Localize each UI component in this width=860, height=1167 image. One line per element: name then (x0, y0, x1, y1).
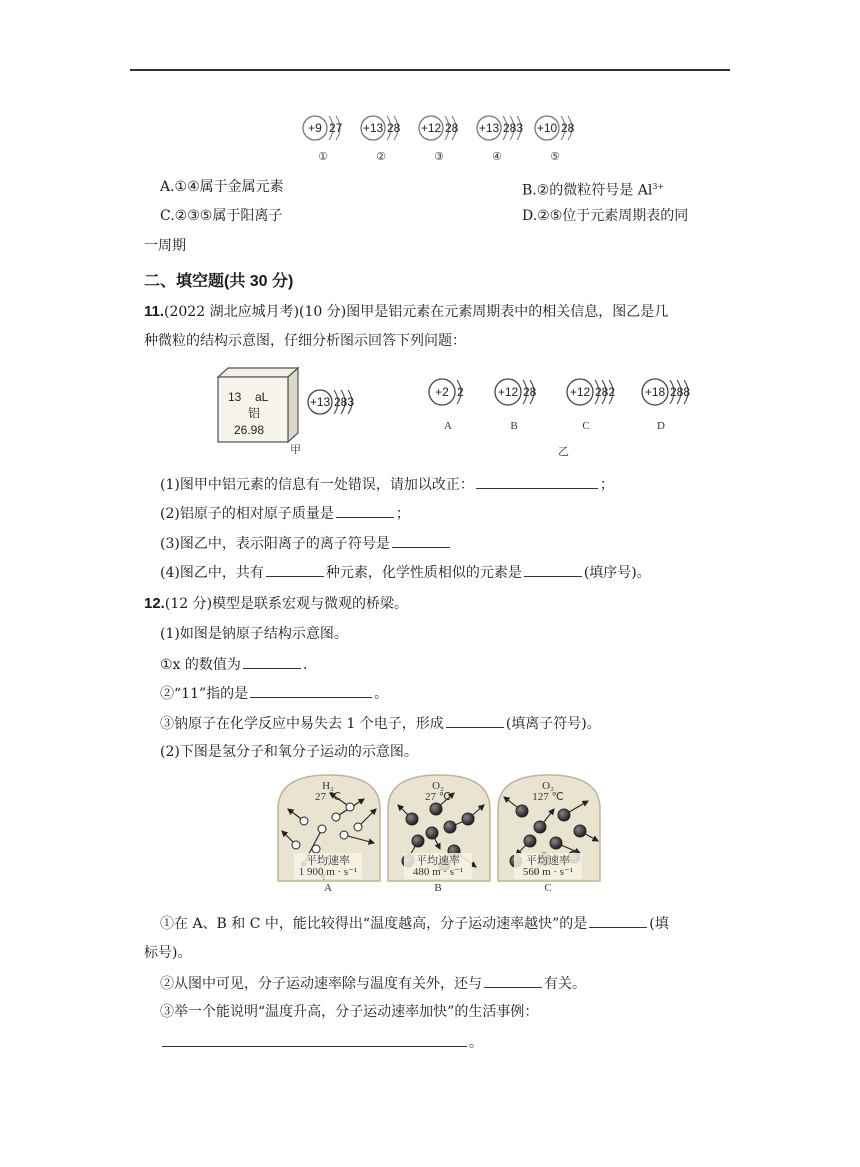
al-atom (308, 390, 354, 414)
particle-C (567, 379, 615, 405)
panel-label: A (324, 882, 332, 894)
q12-sub2-a-continued: 标号)。 (144, 945, 192, 961)
periodic-cell (218, 368, 298, 442)
electron-counts: 283 (503, 121, 524, 135)
q11-part3: (3)图乙中，表示阳离子的离子符号是 (160, 533, 452, 554)
electron-counts: 28 (445, 121, 459, 135)
particle-label: B (510, 420, 518, 432)
particle-label: D (657, 420, 665, 432)
q12-sub2-a: ①在 A、B 和 C 中，能比较得出“温度越高，分子运动速率越快”的是 (填 (160, 913, 669, 934)
gas-label: H₂ (322, 780, 334, 792)
top-atom-2 (361, 116, 401, 140)
electron-counts: 288 (670, 385, 691, 399)
nucleus-charge: +13 (362, 121, 384, 135)
option-d-continued: 一周期 (144, 238, 186, 254)
speed-caption: 平均速率 (306, 855, 350, 867)
q11-stem-line2: 种微粒的结构示意图，仔细分析图示回答下列问题： (144, 333, 466, 349)
header-rule (130, 69, 730, 71)
top-atom-4 (477, 116, 523, 140)
cell-name: 铝 (248, 406, 261, 420)
top-atom-5 (535, 116, 575, 140)
section-heading: 二、填空题(共 30 分) (144, 273, 294, 290)
speed-caption: 平均速率 (526, 855, 570, 867)
molecule-motion-figure (272, 769, 602, 894)
top-atom-label: ① (318, 151, 328, 163)
speed-value: 480 m · s⁻¹ (412, 866, 464, 878)
option-d: D.②⑤位于元素周期表的同 (522, 208, 689, 224)
particle-B (495, 379, 537, 405)
option-a: A.①④属于金属元素 (160, 179, 284, 195)
speed-value: 560 m · s⁻¹ (522, 866, 574, 878)
q11-part2: (2)铝原子的相对原子质量是 ； (160, 503, 410, 524)
nucleus-charge: +13 (309, 395, 331, 409)
al-atom-diagram (308, 390, 354, 414)
nucleus-charge: +12 (497, 385, 519, 399)
gas-label: O₂ (542, 780, 554, 792)
nucleus-charge: +10 (536, 121, 558, 135)
q11-number: 11. (144, 303, 165, 320)
figure-yi-label: 乙 (558, 446, 569, 458)
q12-stem: 12.(12 分)模型是联系宏观与微观的桥梁。 (144, 595, 409, 612)
q12-sub1-a: ①x 的数值为 . (160, 654, 307, 675)
q12-sub1: (1)如图是钠原子结构示意图。 (160, 626, 348, 642)
cell-symbol: aL (255, 390, 269, 404)
electron-counts: 27 (329, 121, 343, 135)
electron-counts: 28 (561, 121, 575, 135)
q12-sub2-c-answer: 。 (160, 1032, 483, 1053)
temperature-label: 27 ℃ (424, 791, 452, 803)
atom-structure-figure-top (295, 108, 585, 168)
q11-stem-line1: 11.(2022 湖北应城月考)(10 分)图甲是铝元素在元素周期表中的相关信息，图乙是几 (144, 303, 669, 320)
cell-mass: 26.98 (234, 423, 265, 437)
speed-caption: 平均速率 (416, 855, 460, 867)
nucleus-charge: +13 (478, 121, 500, 135)
top-atom-3 (419, 116, 459, 140)
temperature-label: 27 ℃ (314, 791, 342, 803)
particle-A (429, 379, 464, 405)
top-atom-label: ④ (492, 151, 502, 163)
electron-counts: 283 (334, 395, 355, 409)
particle-label: A (444, 420, 452, 432)
top-atom-label: ⑤ (550, 151, 560, 163)
top-atom-label: ③ (434, 151, 444, 163)
nucleus-charge: +12 (569, 385, 591, 399)
nucleus-charge: +2 (435, 385, 449, 399)
electron-counts: 28 (387, 121, 401, 135)
q12-sub2-c: ③举一个能说明“温度升高，分子运动速率加快”的生活事例： (160, 1004, 539, 1020)
nucleus-charge: +9 (308, 121, 322, 135)
speed-value: 1 900 m · s⁻¹ (298, 866, 358, 878)
q12-sub1-c: ③钠原子在化学反应中易失去 1 个电子，形成 (填离子符号)。 (160, 713, 601, 734)
panel-label: C (544, 882, 552, 894)
electron-counts: 28 (523, 385, 537, 399)
option-c: C.②③⑤属于阳离子 (160, 208, 283, 224)
nucleus-charge: +12 (420, 121, 442, 135)
motion-panel-B (388, 775, 490, 894)
nucleus-charge: +18 (644, 385, 666, 399)
top-atom-1 (303, 116, 343, 140)
particle-D (642, 379, 690, 405)
motion-panel-C (498, 775, 600, 894)
electron-counts: 282 (595, 385, 616, 399)
top-atom-label: ② (376, 151, 386, 163)
q12-sub2-b: ②从图中可见，分子运动速率除与温度有关外，还与 有关。 (160, 973, 586, 994)
q11-part4: (4)图乙中，共有 种元素，化学性质相似的元素是 (填序号)。 (160, 562, 651, 583)
particle-label: C (582, 420, 590, 432)
q12-sub2: (2)下图是氢分子和氧分子运动的示意图。 (160, 744, 418, 760)
motion-panel-A (278, 775, 380, 894)
figure-jia-label: 甲 (290, 444, 301, 456)
cell-number: 13 (228, 390, 242, 404)
electron-counts: 2 (457, 385, 464, 399)
panel-label: B (434, 882, 442, 894)
option-b: B.②的微粒符号是 $Al^{3+}$ (522, 182, 665, 199)
q11-figure (210, 365, 710, 460)
q12-sub1-b: ②“11”指的是 。 (160, 683, 388, 704)
gas-label: O₂ (432, 780, 444, 792)
q11-part1: (1)图甲中铝元素的信息有一处错误，请加以改正： ； (160, 474, 614, 495)
q12-number: 12. (144, 595, 165, 612)
temperature-label: 127 ℃ (532, 791, 564, 803)
